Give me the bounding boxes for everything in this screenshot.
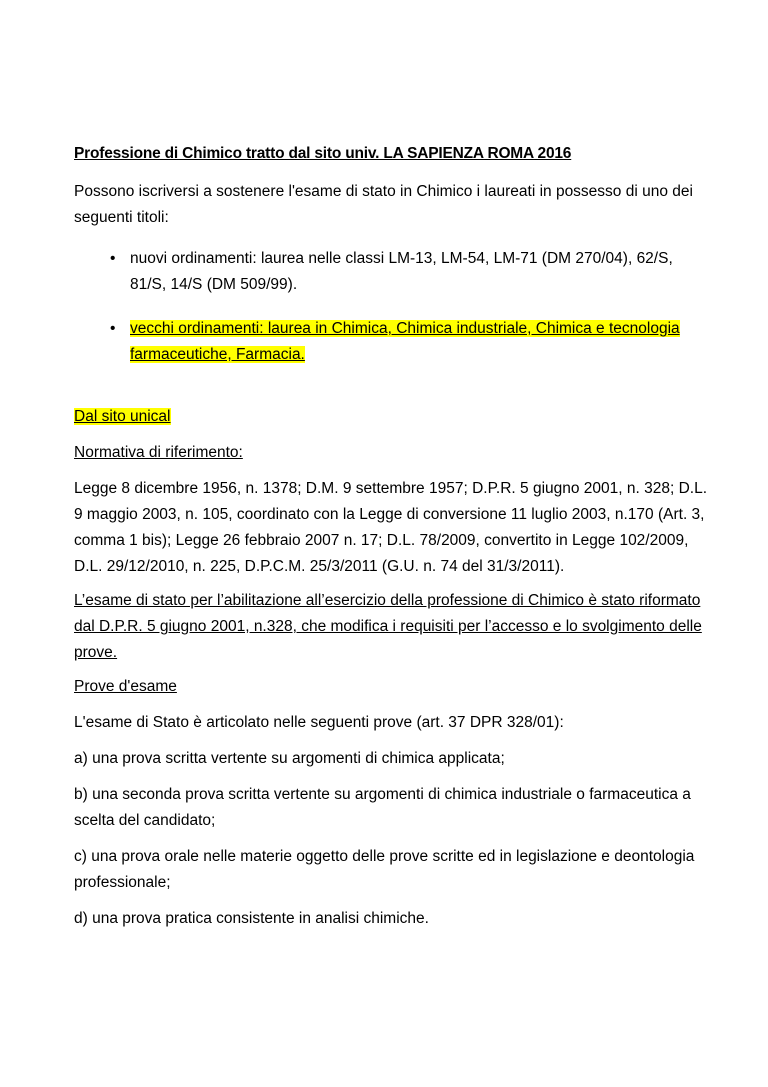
reform-paragraph: L’esame di stato per l’abilitazione all’esercizio della professione di Chimico è stato riformato dal D.P.R. 5 giugno 2001, n.328, che modifica i requisiti per l’accesso e lo svolgimento delle prove.: [74, 592, 702, 661]
list-item-text: nuovi ordinamenti: laurea nelle classi LM-13, LM-54, LM-71 (DM 270/04), 62/S, 81/S, 14/S (DM 509/99).: [130, 250, 673, 293]
prova-item: c) una prova orale nelle materie oggetto delle prove scritte ed in legislazione e deontologia professionale;: [74, 848, 695, 891]
source-label: Dal sito unical: [74, 408, 171, 425]
degree-list: [74, 246, 708, 368]
list-item: [110, 316, 708, 368]
list-item: [110, 246, 708, 298]
document-title: Professione di Chimico tratto dal sito univ. LA SAPIENZA ROMA 2016: [74, 145, 572, 162]
highlighted-list-item-text: vecchi ordinamenti: laurea in Chimica, Chimica industriale, Chimica e tecnologia farmaceutiche, Farmacia.: [130, 320, 680, 363]
prova-item: b) una seconda prova scritta vertente su argomenti di chimica industriale o farmaceutica a scelta del candidato;: [74, 786, 691, 829]
prova-item: a) una prova scritta vertente su argomenti di chimica applicata;: [74, 750, 505, 767]
prova-item: d) una prova pratica consistente in analisi chimiche.: [74, 910, 429, 927]
source-label-line: [74, 404, 708, 430]
normativa-heading: Normativa di riferimento:: [74, 444, 243, 461]
prove-heading: Prove d'esame: [74, 678, 177, 695]
normativa-paragraph: Legge 8 dicembre 1956, n. 1378; D.M. 9 settembre 1957; D.P.R. 5 giugno 2001, n. 328; D.L. 9 maggio 2003, n. 105, coordinato con la Legge di conversione 11 luglio 2003, n.170 (Art. 3, comma 1 bis); Legge 26 febbraio 2007 n. 17; D.L. 78/2009, convertito in Legge 102/2009, D.L. 29/12/2010, n. 225, D.P.C.M. 25/3/2011 (G.U. n. 74 del 31/3/2011).: [74, 480, 708, 575]
bullet-icon: •: [110, 320, 116, 337]
prove-intro: L'esame di Stato è articolato nelle seguenti prove (art. 37 DPR 328/01):: [74, 714, 564, 731]
bullet-icon: •: [110, 250, 116, 267]
intro-paragraph: Possono iscriversi a sostenere l'esame di stato in Chimico i laureati in possesso di uno dei seguenti titoli:: [74, 183, 693, 226]
